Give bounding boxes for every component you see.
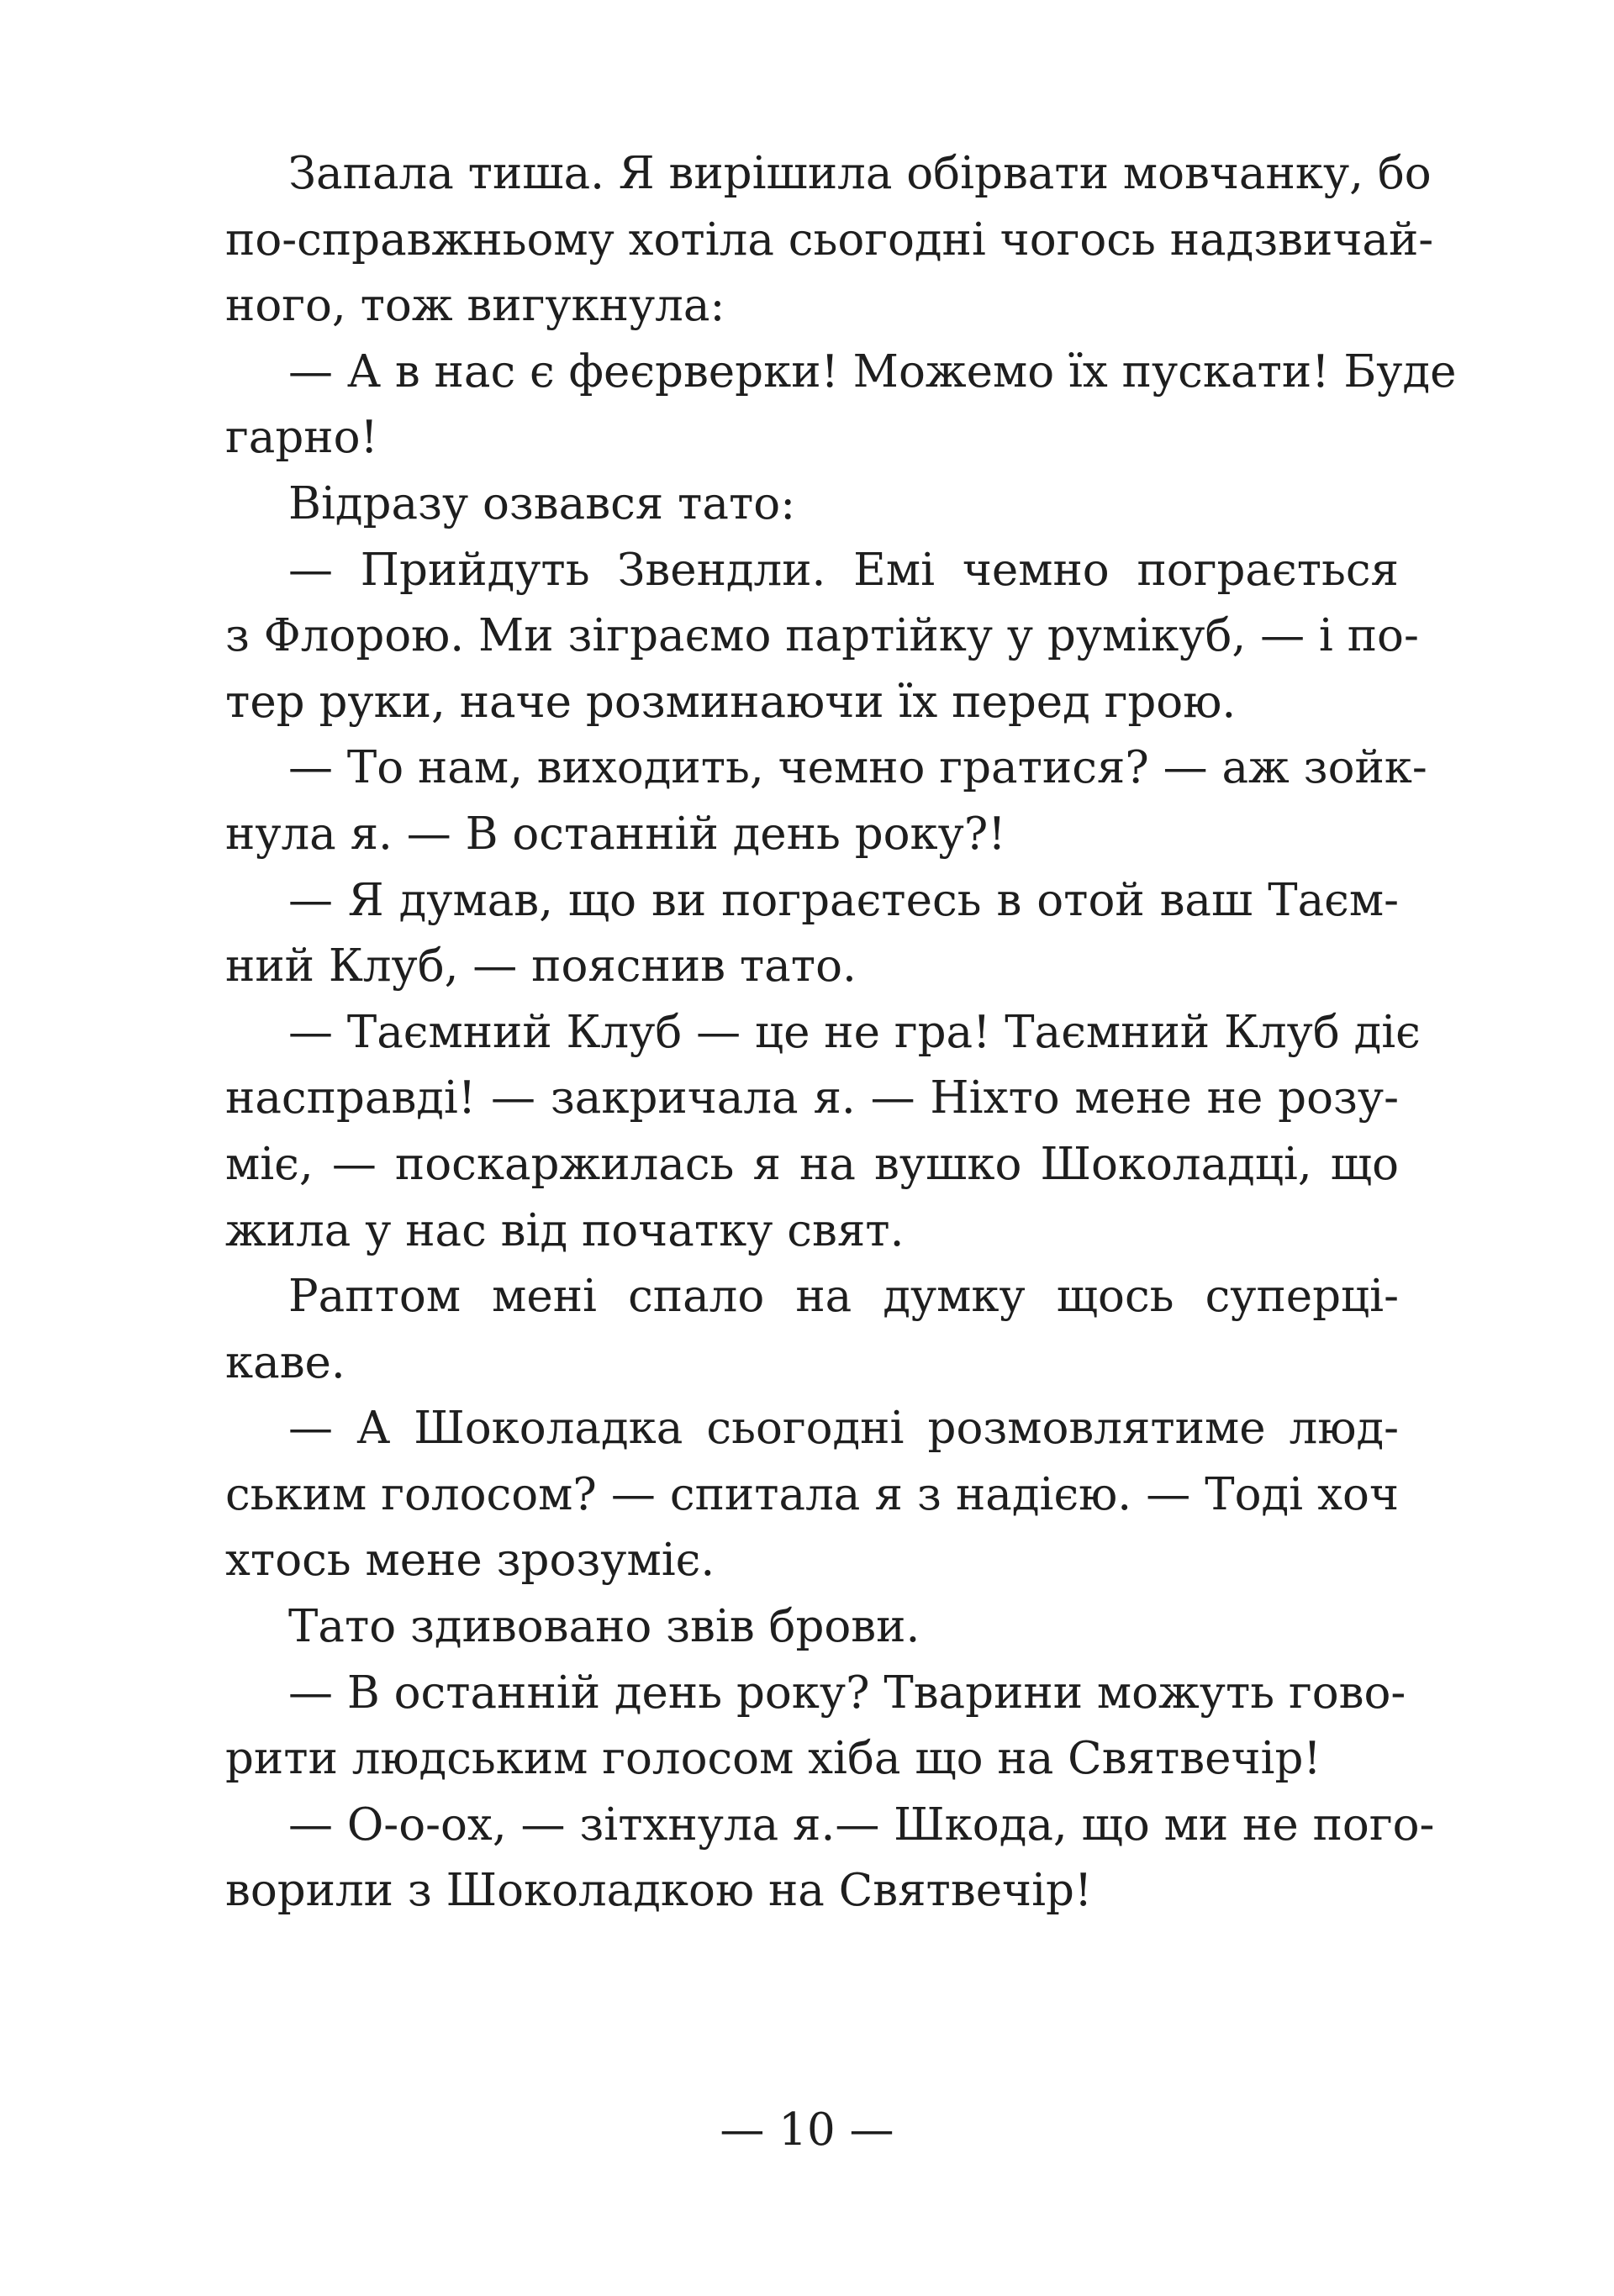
text-line: Тато здивовано звів брови. [288,1601,920,1653]
text-line: Запала тиша. Я вирішила обірвати мовчанку, бо [288,148,1432,199]
text-line: — О-о-ох, — зітхнула я.— Шкода, що ми не пого- [288,1798,1435,1851]
text-line: гарно! [225,412,378,464]
text-line: Раптом мені спало на думку щось суперці- [288,1271,1399,1323]
text-line: Відразу озвався тато: [288,477,796,529]
text-line: міє, — поскаржилась я на вушко Шоколадці, що [225,1138,1399,1190]
text-line: — То нам, виходить, чемно гратися? — аж зойк- [288,742,1427,794]
text-line: ворили з Шоколадкою на Святвечір! [225,1865,1093,1917]
text-line: — А в нас є феєрверки! Можемо їх пускати! Буде [288,345,1457,398]
text-line: — Я думав, що ви пограєтесь в отой ваш Таєм- [288,874,1399,926]
text-line: рити людським голосом хіба що на Святвечір! [225,1733,1321,1785]
text-line: по-справжньому хотіла сьогодні чогось надзвичай- [225,213,1434,266]
text-line: ським голосом? — спитала я з надією. — Тоді хоч [225,1468,1399,1520]
text-line: хтось мене зрозуміє. [225,1535,715,1587]
text-line: з Флорою. Ми зіграємо партійку у румікуб, — і по- [225,610,1419,662]
text-line: нула я. — В останній день року?! [225,808,1006,860]
page-number: — 10 — [720,2104,894,2156]
text-line: — Таємний Клуб — це не гра! Таємний Клуб діє [288,1006,1421,1058]
text-line: — Прийдуть Звендли. Емі чемно пограється [288,544,1399,596]
text-line: жила у нас від початку свят. [225,1204,905,1256]
body-text [225,141,1457,1925]
text-line: — А Шоколадка сьогодні розмовлятиме люд- [288,1403,1399,1455]
text-line: тер руки, наче розминаючи їх перед грою. [225,676,1237,728]
text-line: ного, тож вигукнула: [225,280,725,332]
text-line: насправді! — закричала я. — Ніхто мене не розу- [225,1072,1399,1124]
text-line: каве. [225,1336,345,1388]
text-line: ний Клуб, — пояснив тато. [225,940,857,993]
text-line: — В останній день року? Тварини можуть гово- [288,1667,1406,1719]
